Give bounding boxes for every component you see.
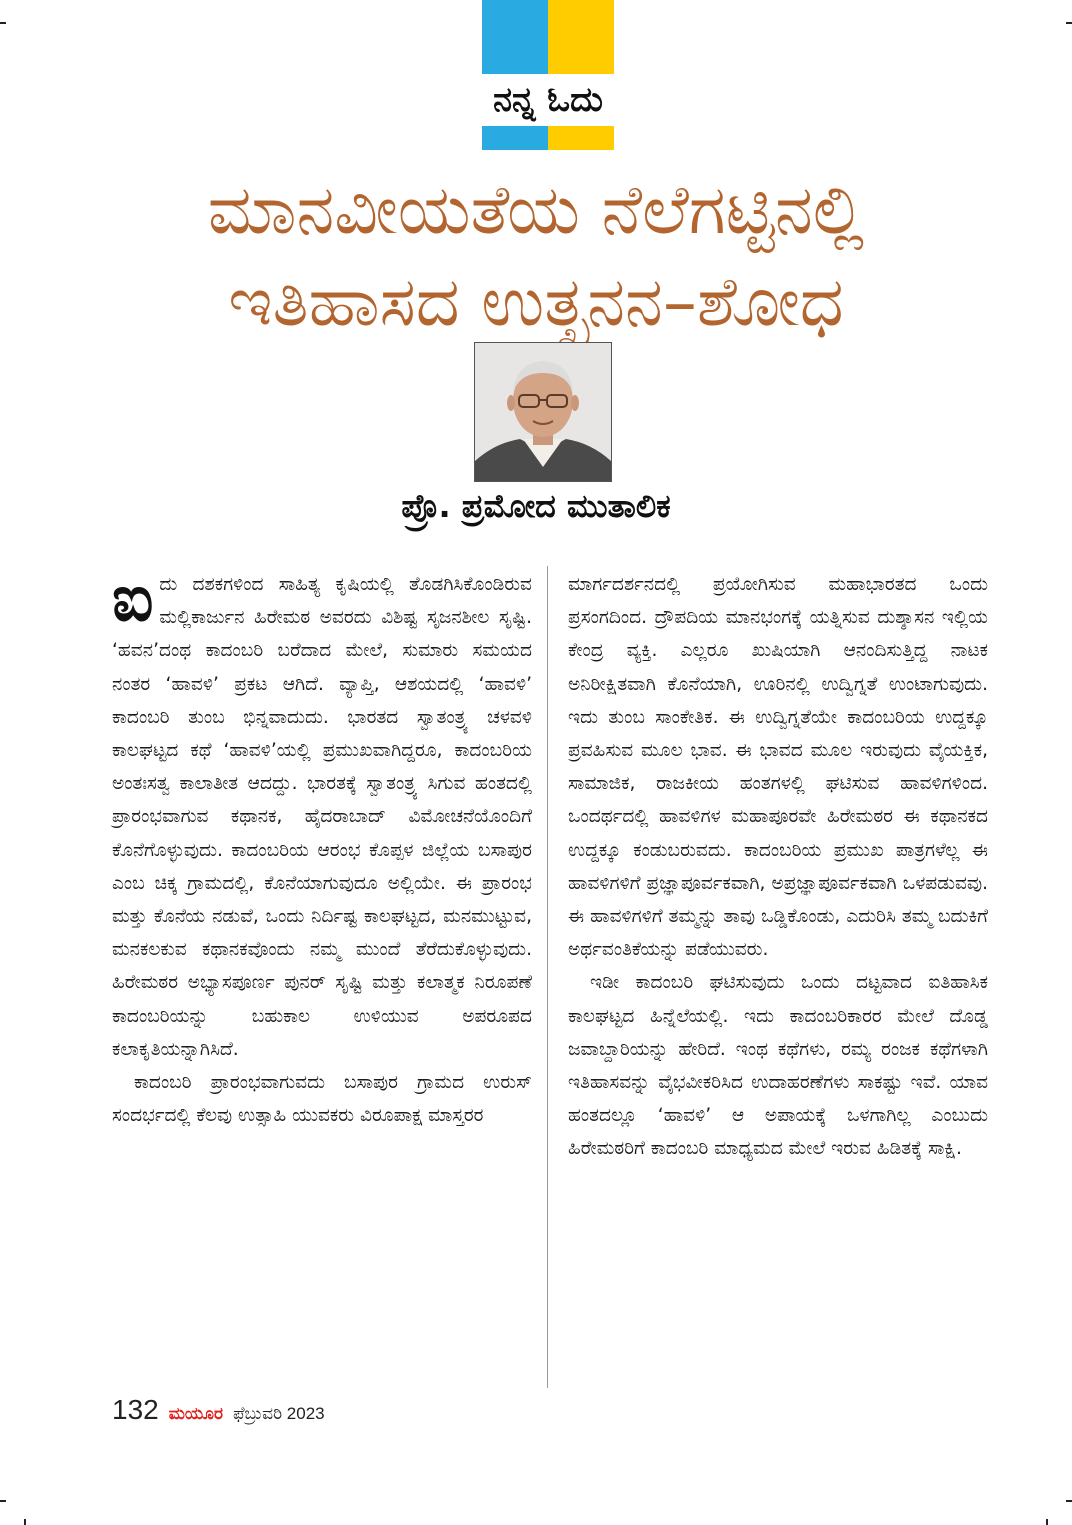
crop-mark (0, 22, 6, 24)
column-divider (547, 566, 548, 1388)
crop-mark (1066, 22, 1072, 24)
author-byline: ಪ್ರೊ. ಪ್ರಮೋದ ಮುತಾಲಿಕ (401, 487, 671, 525)
author-photo (474, 342, 612, 482)
crop-mark (24, 1519, 26, 1525)
magazine-name: ಮಯೂರ (168, 1404, 223, 1423)
author-portrait-illustration (475, 343, 611, 481)
crop-mark (1066, 1500, 1072, 1502)
article-paragraph: ಮಾರ್ಗದರ್ಶನದಲ್ಲಿ ಪ್ರಯೋಗಿಸುವ ಮಹಾಭಾರತದ ಒಂದು ಪ್ರಸಂಗದಿಂದ. ದ್ರೌಪದಿಯ ಮಾನಭಂಗಕ್ಕೆ ಯತ್ನಿಸುವ ದುಶ್ಶಾಸನ ಇಲ್ಲಿಯ ಕೇಂದ್ರ ವ್ಯಕ್ತಿ. ಎಲ್ಲರೂ ಖುಷಿಯಾಗಿ ಆನಂದಿಸುತ್ತಿದ್ದ ನಾಟಕ ಅನಿರೀಕ್ಷಿತವಾಗಿ ಕೊನೆಯಾಗಿ, ಊರಿನಲ್ಲಿ ಉದ್ವಿಗ್ನತೆ ಉಂಟಾಗುವುದು. ಇದು ತುಂಬ ಸಾಂಕೇತಿಕ. ಈ ಉದ್ವಿಗ್ನತೆಯೇ ಕಾದಂಬರಿಯ ಉದ್ದಕ್ಕೂ ಪ್ರವಹಿಸುವ ಮೂಲ ಭಾವ. ಈ ಭಾವದ ಮೂಲ ಇರುವುದು ವೈಯಕ್ತಿಕ, ಸಾಮಾಜಿಕ, ರಾಜಕೀಯ ಹಂತಗಳಲ್ಲಿ ಘಟಿಸುವ ಹಾವಳಿಗಳಿಂದ. ಒಂದರ್ಥದಲ್ಲಿ ಹಾವಳಿಗಳ ಮಹಾಪೂರವೇ ಹಿರೇಮಠರ ಈ ಕಥಾನಕದ ಉದ್ದಕ್ಕೂ ಕಂಡುಬರುವದು. ಕಾದಂಬರಿಯ ಪ್ರಮುಖ ಪಾತ್ರಗಳೆಲ್ಲ ಈ ಹಾವಳಿಗಳಿಗೆ ಪ್ರಜ್ಞಾಪೂರ್ವಕವಾಗಿ, ಅಪ್ರಜ್ಞಾಪೂರ್ವಕವಾಗಿ ಒಳಪಡುವವು. ಈ ಹಾವಳಿಗಳಿಗೆ ತಮ್ಮನ್ನು ತಾವು ಒಡ್ಡಿಕೊಂಡು, ಎದುರಿಸಿ ತಮ್ಮ ಬದುಕಿಗೆ ಅರ್ಥವಂತಿಕೆಯನ್ನು ಪಡೆಯುವರು. (568, 574, 988, 961)
paragraph-text: ದು ದಶಕಗಳಿಂದ ಸಾಹಿತ್ಯ ಕೃಷಿಯಲ್ಲಿ ತೊಡಗಿಸಿಕೊಂಡಿರುವ ಮಲ್ಲಿಕಾರ್ಜುನ ಹಿರೇಮಠ ಅವರದು ವಿಶಿಷ್ಟ ಸೃಜನಶೀಲ ಸೃಷ್ಟಿ. ‘ಹವನ’ದಂಥ ಕಾದಂಬರಿ ಬರೆದಾದ ಮೇಲೆ, ಸುಮಾರು ಸಮಯದ ನಂತರ ‘ಹಾವಳಿ’ ಪ್ರಕಟ ಆಗಿದೆ. ವ್ಯಾಪ್ತಿ, ಆಶಯದಲ್ಲಿ ‘ಹಾವಳಿ’ ಕಾದಂಬರಿ ತುಂಬ ಭಿನ್ನವಾದುದು. ಭಾರತದ ಸ್ವಾತಂತ್ರ್ಯ ಚಳವಳಿ ಕಾಲಘಟ್ಟದ ಕಥೆ ‘ಹಾವಳಿ’ಯಲ್ಲಿ ಪ್ರಮುಖವಾಗಿದ್ದರೂ, ಕಾದಂಬರಿಯ ಅಂತಃಸತ್ವ ಕಾಲಾತೀತ ಆದದ್ದು. ಭಾರತಕ್ಕೆ ಸ್ವಾತಂತ್ರ್ಯ ಸಿಗುವ ಹಂತದಲ್ಲಿ ಪ್ರಾರಂಭವಾಗುವ ಕಥಾನಕ, ಹೈದರಾಬಾದ್ ವಿಮೋಚನೆಯೊಂದಿಗೆ ಕೊನೆಗೊಳ್ಳುವುದು. ಕಾದಂಬರಿಯ ಆರಂಭ ಕೊಪ್ಪಳ ಜಿಲ್ಲೆಯ ಬಸಾಪುರ ಎಂಬ ಚಿಕ್ಕ ಗ್ರಾಮದಲ್ಲಿ, ಕೊನೆಯಾಗುವುದೂ ಅಲ್ಲಿಯೇ. ಈ ಪ್ರಾರಂಭ ಮತ್ತು ಕೊನೆಯ ನಡುವೆ, ಒಂದು ನಿರ್ದಿಷ್ಟ ಕಾಲಘಟ್ಟದ, ಮನಮುಟ್ಟುವ, ಮನಕಲಕುವ ಕಥಾನಕವೊಂದು ನಮ್ಮ ಮುಂದೆ ತೆರೆದುಕೊಳ್ಳುವುದು. ಹಿರೇಮಠರ ಅಭ್ಯಾಸಪೂರ್ಣ ಪುನರ್ ಸೃಷ್ಟಿ ಮತ್ತು ಕಲಾತ್ಮಕ ನಿರೂಪಣೆ ಕಾದಂಬರಿಯನ್ನು ಬಹುಕಾಲ ಉಳಿಯುವ ಅಪರೂಪದ ಕಲಾಕೃತಿಯನ್ನಾಗಿಸಿದೆ. (112, 574, 532, 1060)
crop-mark (1046, 1519, 1048, 1525)
issue-date: ಫೆಬ್ರುವರಿ 2023 (232, 1404, 325, 1423)
article-column-left (112, 562, 532, 1132)
article-paragraph (112, 562, 532, 1066)
drop-cap: ಐ (112, 562, 154, 636)
article-headline (100, 165, 972, 349)
section-logo (482, 0, 614, 150)
article-paragraph: ಕಾದಂಬರಿ ಪ್ರಾರಂಭವಾಗುವದು ಬಸಾಪುರ ಗ್ರಾಮದ ಉರುಸ್ ಸಂದರ್ಭದಲ್ಲಿ ಕೆಲವು ಉತ್ಸಾಹಿ ಯುವಕರು ವಿರೂಪಾಕ್ಷ ಮಾಸ್ತರರ (112, 1072, 532, 1127)
article-paragraph: ಇಡೀ ಕಾದಂಬರಿ ಘಟಿಸುವುದು ಒಂದು ದಟ್ಟವಾದ ಐತಿಹಾಸಿಕ ಕಾಲಘಟ್ಟದ ಹಿನ್ನೆಲೆಯಲ್ಲಿ. ಇದು ಕಾದಂಬರಿಕಾರರ ಮೇಲೆ ದೊಡ್ಡ ಜವಾಬ್ದಾರಿಯನ್ನು ಹೇರಿದೆ. ಇಂಥ ಕಥೆಗಳು, ರಮ್ಯ ರಂಜಕ ಕಥೆಗಳಾಗಿ ಇತಿಹಾಸವನ್ನು ವೈಭವೀಕರಿಸಿದ ಉದಾಹರಣೆಗಳು ಸಾಕಷ್ಟು ಇವೆ. ಯಾವ ಹಂತದಲ್ಲೂ ‘ಹಾವಳಿ’ ಆ ಅಪಾಯಕ್ಕೆ ಒಳಗಾಗಿಲ್ಲ ಎಂಬುದು ಹಿರೇಮಠರಿಗೆ ಕಾದಂಬರಿ ಮಾಧ್ಯಮದ ಮೇಲೆ ಇರುವ ಹಿಡಿತಕ್ಕೆ ಸಾಕ್ಷಿ. (568, 972, 988, 1160)
page-footer (112, 1394, 325, 1430)
page-number: 132 (112, 1394, 159, 1425)
headline-line-1: ಮಾನವೀಯತೆಯ ನೆಲೆಗಟ್ಟಿನಲ್ಲಿ (207, 171, 865, 250)
article-column-right (568, 568, 988, 1166)
crop-mark (0, 1500, 6, 1502)
headline-line-2: ಇತಿಹಾಸದ ಉತ್ಖನನ–ಶೋಧ (228, 263, 844, 342)
section-label: ನನ್ನ ಓದು (493, 80, 603, 120)
